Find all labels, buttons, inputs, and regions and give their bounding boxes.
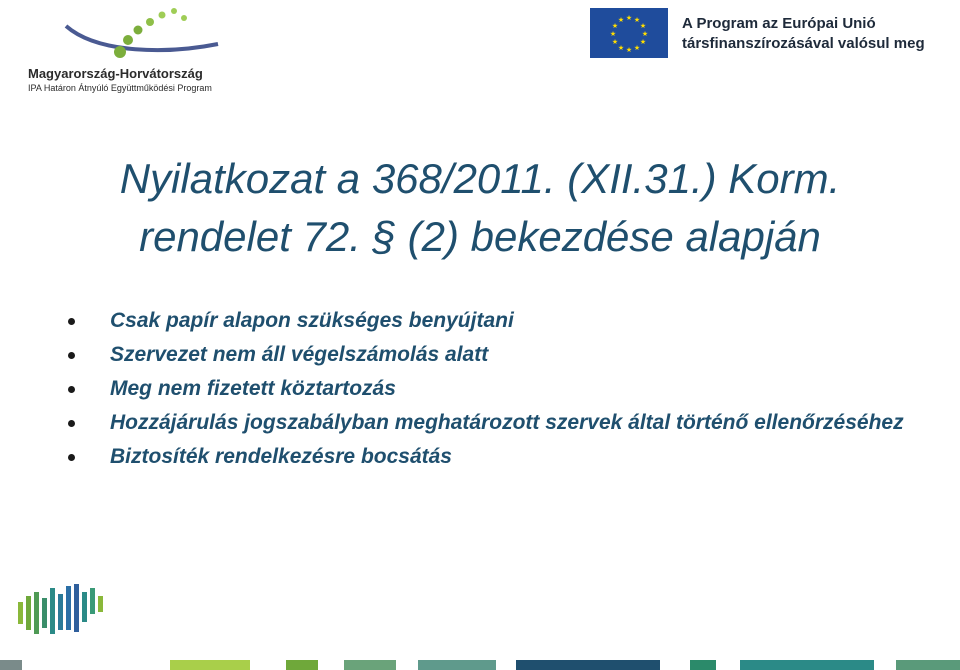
list-item xyxy=(68,308,928,334)
list-item-text: Csak papír alapon szükséges benyújtani xyxy=(110,309,514,332)
list-item xyxy=(68,376,928,402)
bullet-icon xyxy=(68,352,75,359)
eu-cofinancing-block xyxy=(590,8,930,60)
agency-logo xyxy=(18,582,118,642)
svg-text:★: ★ xyxy=(639,38,647,46)
eu-line-1: A Program az Európai Unió xyxy=(682,15,876,32)
org-subtitle: IPA Határon Átnyúló Együttműködési Program xyxy=(28,83,212,93)
bullet-icon xyxy=(68,454,75,461)
footer-bar xyxy=(170,660,250,670)
footer-bar xyxy=(740,660,874,670)
page-title xyxy=(0,150,960,266)
program-logo xyxy=(28,4,228,94)
list-item-text: Szervezet nem áll végelszámolás alatt xyxy=(110,343,489,366)
footer-bar xyxy=(896,660,960,670)
eu-line-2: társfinanszírozásával valósul meg xyxy=(682,35,925,52)
list-item-text: Meg nem fizetett köztartozás xyxy=(110,377,396,400)
svg-text:★: ★ xyxy=(609,30,617,38)
list-item xyxy=(68,444,928,470)
footer-bar xyxy=(286,660,318,670)
list-item xyxy=(68,342,928,368)
footer-bar xyxy=(344,660,396,670)
svg-text:★: ★ xyxy=(625,46,633,54)
program-logo-icon xyxy=(58,4,228,64)
list-item-text: Hozzájárulás jogszabályban meghatározott szervek által történő ellenőrzéséhez xyxy=(110,411,904,434)
svg-text:★: ★ xyxy=(611,38,619,46)
svg-text:★: ★ xyxy=(633,16,641,24)
svg-text:★: ★ xyxy=(641,30,649,38)
svg-text:★: ★ xyxy=(625,14,633,22)
footer-bar xyxy=(690,660,716,670)
svg-text:★: ★ xyxy=(633,44,641,52)
eu-flag-icon xyxy=(590,8,668,58)
list-item xyxy=(68,410,928,436)
footer-bar xyxy=(516,660,660,670)
svg-text:★: ★ xyxy=(617,44,625,52)
bullet-icon xyxy=(68,386,75,393)
agency-logo-icon xyxy=(18,582,118,642)
bullet-list xyxy=(68,308,928,478)
bullet-icon xyxy=(68,318,75,325)
svg-text:★: ★ xyxy=(639,22,647,30)
org-name: Magyarország-Horvátország xyxy=(28,66,203,81)
bullet-icon xyxy=(68,420,75,427)
title-line-2: rendelet 72. § (2) bekezdése alapján xyxy=(139,213,821,260)
footer-color-bars xyxy=(0,660,960,670)
list-item-text: Biztosíték rendelkezésre bocsátás xyxy=(110,445,452,468)
svg-text:★: ★ xyxy=(611,22,619,30)
footer-bar xyxy=(418,660,496,670)
footer-bar xyxy=(0,660,22,670)
svg-text:★: ★ xyxy=(617,16,625,24)
title-line-1: Nyilatkozat a 368/2011. (XII.31.) Korm. xyxy=(119,155,841,202)
